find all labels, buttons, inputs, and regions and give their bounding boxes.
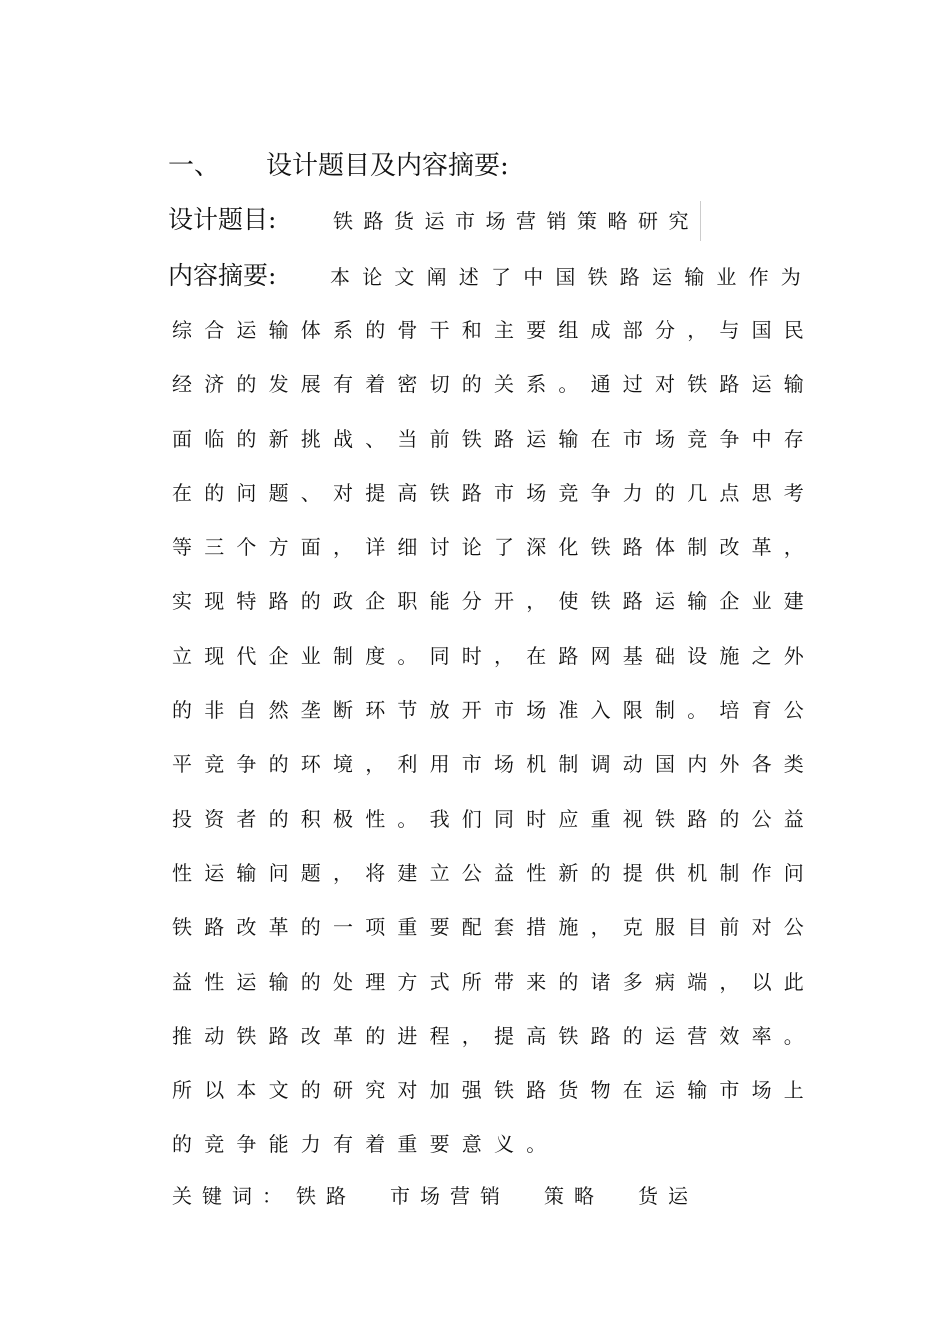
summary-line: 铁路改革的一项重要配套措施，克服目前对公 bbox=[172, 915, 816, 940]
design-topic-row bbox=[168, 200, 701, 240]
summary-line: 在的问题、对提高铁路市场竞争力的几点思考 bbox=[172, 480, 816, 505]
summary-line: 实现特路的政企职能分开，使铁路运输企业建 bbox=[172, 589, 816, 614]
summary-line: 所以本文的研究对加强铁路货物在运输市场上 bbox=[172, 1078, 816, 1103]
summary-first-line bbox=[168, 256, 813, 296]
summary-line: 综合运输体系的骨干和主要组成部分，与国民 bbox=[172, 318, 816, 342]
summary-line: 性运输问题，将建立公益性新的提供机制作问 bbox=[172, 860, 816, 885]
design-topic-value: 铁路货运市场营销策略研究 bbox=[333, 201, 701, 241]
keyword-item: 策略 bbox=[544, 1184, 604, 1208]
section-title: 设计题目及内容摘要: bbox=[266, 151, 509, 181]
summary-body bbox=[172, 310, 822, 1179]
summary-line: 的非自然垄断环节放开市场准入限制。培育公 bbox=[172, 698, 816, 723]
keyword-item: 铁路 bbox=[296, 1184, 356, 1208]
section-number: 一、 bbox=[168, 151, 221, 181]
summary-line: 的竞争能力有着重要意义。 bbox=[172, 1132, 559, 1157]
summary-line: 面临的新挑战、当前铁路运输在市场竞争中存 bbox=[172, 426, 816, 451]
summary-line: 益性运输的处理方式所带来的诸多病端，以此 bbox=[172, 969, 816, 994]
summary-line: 等三个方面，详细讨论了深化铁路体制改革， bbox=[172, 535, 816, 560]
keywords-row bbox=[172, 1176, 732, 1216]
summary-line: 平竞争的环境，利用市场机制调动国内外各类 bbox=[172, 752, 816, 777]
summary-first-text: 本论文阐述了中国铁路运输业作为 bbox=[330, 265, 813, 289]
keywords-label: 关键词： bbox=[172, 1184, 292, 1208]
keyword-item: 市场营销 bbox=[390, 1184, 510, 1208]
design-topic-label: 设计题目: bbox=[168, 205, 277, 234]
summary-line: 立现代企业制度。同时，在路网基础设施之外 bbox=[172, 643, 816, 668]
summary-line: 推动铁路改革的进程，提高铁路的运营效率。 bbox=[172, 1023, 816, 1048]
section-heading bbox=[168, 146, 509, 186]
summary-label: 内容摘要: bbox=[168, 261, 277, 290]
keyword-item: 货运 bbox=[638, 1184, 698, 1208]
summary-line: 经济的发展有着密切的关系。通过对铁路运输 bbox=[172, 372, 816, 397]
summary-line: 投资者的积极性。我们同时应重视铁路的公益 bbox=[172, 806, 816, 831]
